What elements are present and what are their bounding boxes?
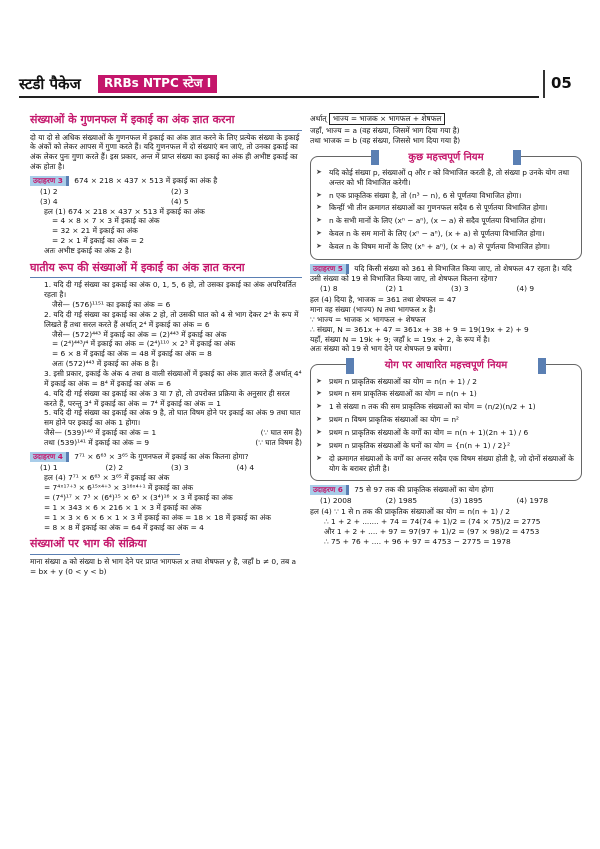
rule-item: 4. यदि दी गई संख्या का इकाई का अंक 3 या 7 हो, तो उपरोक्त प्रक्रिया के अनुसार ही सरल करते हैं, परन्तु 3⁴ में इकाई का अंक = 7⁴ में इकाई का अंक = 1 xyxy=(44,388,290,408)
solution-line: माना वह संख्या (भाज्य) N तथा भागफल x है। xyxy=(310,305,436,315)
section-title-product-units: संख्याओं के गुणनफल में इकाई का अंक ज्ञात करना xyxy=(30,113,302,131)
option: (4) 4 xyxy=(236,462,255,472)
option: (4) 9 xyxy=(516,284,535,294)
rule-example: = 6 × 8 में इकाई का अंक = 48 में इकाई का अंक = 8 xyxy=(52,349,212,359)
formula-where-line: जहाँ, भाज्य = a (वह संख्या, जिसमें भाग दिया गया है) xyxy=(310,125,460,135)
rule-item: 3. इसी प्रकार, इकाई के अंक 4 तथा 8 वाली संख्याओं में इकाई का अंक ज्ञात करते हैं अर्थात् 4⁴ में इकाई का अंक = 8⁴ में इकाई का अंक = 6 xyxy=(44,368,302,388)
page-header xyxy=(0,62,600,104)
rule-example: = (2⁴)⁴⁴³/⁴ में इकाई का अंक = (2⁴)¹¹⁰ × 2³ में इकाई का अंक xyxy=(52,339,236,349)
option: (2) 3 xyxy=(171,186,189,196)
header-rule xyxy=(19,96,539,98)
rule-item: 1. यदि दी गई संख्या का इकाई का अंक 0, 1, 5, 6 हो, तो उसका इकाई का अंक अपरिवर्तित रहता है। xyxy=(44,280,297,300)
example-question: 7⁷¹ × 6⁶³ × 3⁶⁵ के गुणनफल में इकाई का अंक कितना होगा? xyxy=(74,451,249,461)
rule-note: (∵ घात सम है) xyxy=(260,428,302,438)
solution-line: = 1 × 343 × 6 × 216 × 1 × 3 में इकाई का अंक xyxy=(44,502,202,512)
division-formula: भाज्य = भाजक × भागफल + शेषफल xyxy=(329,113,446,125)
option: (1) 1 xyxy=(40,462,58,472)
solution-line: हल (1) 674 × 218 × 437 × 513 में इकाई का अंक xyxy=(44,206,205,216)
rule-example-row xyxy=(30,438,302,448)
example-question: 674 × 218 × 437 × 513 में इकाई का अंक है xyxy=(74,176,218,185)
rule-item: ➤ n के सभी मानों के लिए (xⁿ − aⁿ), (x − a) से सदैव पूर्णतया विभाजित होगा। xyxy=(311,216,581,226)
section-text: माना संख्या a को संख्या b से भाग देने पर प्राप्त भागफल x तथा शेषफल y है, जहाँ b ≠ 0, तब a = bx + y (0 < y < b) xyxy=(30,557,297,576)
solution xyxy=(310,295,582,354)
rule-note: (∵ घात विषम है) xyxy=(255,437,302,447)
example-6 xyxy=(310,485,582,495)
solution xyxy=(30,207,302,256)
rule-item: ➤ केवल n के विषम मानों के लिए (xⁿ + aⁿ), (x + a) से पूर्णतया विभाजित होगा। xyxy=(311,242,581,252)
rule-example: जैसे— (572)⁴⁴³ में इकाई का अंक = (2)⁴⁴³ में इकाई का अंक xyxy=(52,329,227,339)
solution xyxy=(30,473,302,532)
rule-item: ➤ n एक प्राकृतिक संख्या है, तो (n³ − n), 6 से पूर्णतया विभाजित होगा। xyxy=(311,191,581,201)
example-question: 75 से 97 तक की प्राकृतिक संख्याओं का योग होगा xyxy=(354,485,494,495)
example-options xyxy=(310,284,582,294)
solution-line: = 8 × 8 में इकाई का अंक = 64 में इकाई का अंक = 4 xyxy=(44,522,204,532)
rule-item: ➤ किन्हीं भी तीन क्रमागत संख्याओं का गुणनफल सदैव 6 से पूर्णतया विभाजित होगा। xyxy=(311,203,581,213)
section-title-division: संख्याओं पर भाग की संक्रिया xyxy=(30,537,180,555)
solution-line: = 7⁴ˣ¹⁷⁺³ × 6¹⁵ˣ⁴⁺³ × 3¹⁶ˣ⁴⁺¹ में इकाई का अंक xyxy=(44,483,194,493)
option: (1) 2008 xyxy=(320,496,352,506)
solution-line: ∵ भाज्य = भाजक × भागफल + शेषफल xyxy=(310,314,426,324)
rule-item: ➤ प्रथम n प्राकृतिक संख्याओं के वर्गों का योग = n(n + 1)(2n + 1) / 6 xyxy=(311,428,581,438)
left-column xyxy=(30,113,302,578)
exam-tag: RRBs NTPC स्टेज I xyxy=(98,75,217,93)
solution xyxy=(310,507,582,546)
example-options xyxy=(30,463,302,473)
rule-item: 5. यदि दी गई संख्या का इकाई का अंक 9 है, तो घात विषम होने पर इकाई का अंक 9 तथा घात सम होने पर इकाई का अंक 1 होगा। xyxy=(44,408,301,428)
rules-box-title: कुछ महत्त्वपूर्ण नियम xyxy=(371,150,521,165)
solution-line: = 1 × 3 × 6 × 6 × 1 × 3 में इकाई का अंक = 18 × 18 में इकाई का अंक xyxy=(44,512,271,522)
rule-item: ➤ प्रथम n विषम प्राकृतिक संख्याओं का योग = n² xyxy=(311,415,581,425)
rule-item: ➤ 1 से संख्या n तक की सम प्राकृतिक संख्याओं का योग = (n/2)(n/2 + 1) xyxy=(311,402,581,412)
option: (4) 5 xyxy=(171,196,189,206)
solution-line: = 4 × 8 × 7 × 3 में इकाई का अंक xyxy=(52,216,160,226)
rule-item: ➤ दो क्रमागत संख्याओं के वर्गों का अन्तर सदैव एक विषम संख्या होती है, जो दोनों संख्याओं के योग के बराबर होती है। xyxy=(311,454,581,474)
solution-line: हल (4) ∵ 1 से n तक की प्राकृतिक संख्याओं का योग = n(n + 1) / 2 xyxy=(310,507,510,517)
solution-line: = 32 × 21 में इकाई का अंक xyxy=(52,226,138,236)
rule-item: ➤ प्रथम n प्राकृतिक संख्याओं का योग = n(n + 1) / 2 xyxy=(311,377,581,387)
option: (3) 3 xyxy=(171,462,189,472)
example-options xyxy=(310,496,582,506)
example-5 xyxy=(310,264,582,284)
sum-rules-box xyxy=(310,360,582,481)
example-3 xyxy=(30,176,302,186)
option: (3) 4 xyxy=(40,196,58,206)
example-label: उदाहरण 3 xyxy=(30,176,69,186)
package-title: स्टडी पैकेज xyxy=(19,75,81,93)
solution-line: हल (4) दिया है, भाजक = 361 तथा शेषफल = 47 xyxy=(310,295,457,305)
rule-item: ➤ प्रथम n सम प्राकृतिक संख्याओं का योग = n(n + 1) xyxy=(311,389,581,399)
arthat-label: अर्थात् xyxy=(310,114,327,123)
division-formula-row xyxy=(310,113,582,125)
solution-line: = 2 × 1 में इकाई का अंक = 2 xyxy=(52,236,145,246)
section-title-exponent-units: घातीय रूप की संख्याओं में इकाई का अंक ज्ञात करना xyxy=(30,261,302,279)
solution-line: अतः संख्या को 19 से भाग देने पर शेषफल 9 बचेगा। xyxy=(310,344,452,354)
solution-line: ∴ 1 + 2 + ....... + 74 = 74(74 + 1)/2 = (74 × 75)/2 = 2775 xyxy=(324,516,541,526)
formula-where-line: तथा भाजक = b (वह संख्या, जिससे भाग दिया गया है) xyxy=(310,135,461,145)
solution-line: ∴ 75 + 76 + .... + 96 + 97 = 4753 − 2775 = 1978 xyxy=(324,536,511,546)
example-4 xyxy=(30,452,302,462)
rule-example-row xyxy=(30,428,302,438)
example-label: उदाहरण 6 xyxy=(310,485,349,495)
solution-line: और 1 + 2 + .... + 97 = 97(97 + 1)/2 = (97 × 98)/2 = 4753 xyxy=(324,526,540,536)
option: (3) 3 xyxy=(451,284,469,294)
solution-line: = (7⁴)¹⁷ × 7³ × (6⁴)¹⁵ × 6³ × (3⁴)¹⁶ × 3 में इकाई का अंक xyxy=(44,493,233,503)
important-rules-box xyxy=(310,151,582,260)
option: (3) 1895 xyxy=(451,496,483,506)
rules-box-title: योग पर आधारित महत्त्वपूर्ण नियम xyxy=(346,358,546,373)
rule-example: अतः (572)⁴⁴³ में इकाई का अंक 8 है। xyxy=(52,359,159,369)
option: (1) 8 xyxy=(320,284,338,294)
rule-item: ➤ यदि कोई संख्या p, संख्याओं q और r को विभाजित करती है, तो संख्या p उनके योग तथा अन्तर को भी विभाजित करेगी। xyxy=(311,168,581,188)
page-number: 05 xyxy=(543,70,583,98)
rule-example: तथा (539)¹⁴¹ में इकाई का अंक = 9 xyxy=(44,437,150,447)
example-label: उदाहरण 4 xyxy=(30,452,69,462)
example-label: उदाहरण 5 xyxy=(310,264,349,274)
rule-item: ➤ केवल n के सम मानों के लिए (xⁿ − aⁿ), (x + a) से पूर्णतया विभाजित होगा। xyxy=(311,229,581,239)
solution-line: ∴ संख्या, N = 361x + 47 = 361x + 38 + 9 = 19(19x + 2) + 9 xyxy=(310,324,529,334)
rule-example: जैसे— (539)¹⁴⁰ में इकाई का अंक = 1 xyxy=(44,428,157,438)
option: (2) 2 xyxy=(105,462,124,472)
section-text: दो या दो से अधिक संख्याओं के गुणनफल में इकाई का अंक ज्ञात करने के लिए प्रत्येक संख्या के इकाई के अंकों को लेकर आपस में गुणा करते हैं। यदि गुणनफल में दो संख्याएं बन जाएं, तो उनका इकाई का अंक लेकर पुनः गुणा करते हैं। इस प्रकार, अन्त में प्राप्त संख्या का इकाई का अंक ही अभीष्ट इकाई का अंक होता है। xyxy=(30,132,300,172)
example-options xyxy=(30,187,302,207)
option: (2) 1 xyxy=(385,284,404,294)
rule-item: 2. यदि दी गई संख्या का इकाई का अंक 2 हो, तो उसकी घात को 4 से भाग देकर 2⁴ के रूप में लिखते हैं तथा सरल करते हैं अर्थात् 2⁴ में इकाई का अंक = 6 xyxy=(44,309,299,329)
option: (4) 1978 xyxy=(516,496,549,506)
rule-example: जैसे— (576)¹¹⁵¹ का इकाई का अंक = 6 xyxy=(52,300,171,310)
solution-line: अतः अभीष्ट इकाई का अंक 2 है। xyxy=(44,245,132,255)
right-column xyxy=(310,113,582,546)
option: (1) 2 xyxy=(40,186,58,196)
solution-line: हल (4) 7⁷¹ × 6⁶³ × 3⁶⁵ में इकाई का अंक xyxy=(44,473,170,483)
solution-line: यहाँ, संख्या N = 19k + 9; जहाँ k = 19x + 2, के रूप में है। xyxy=(310,334,490,344)
example-question: यदि किसी संख्या को 361 से विभाजित किया जाए, तो शेषफल 47 रहता है। यदि उसी संख्या को 19 से विभाजित किया जाए, तो शेषफल कितना रहेगा? xyxy=(310,263,572,283)
rule-item: ➤ प्रथम n प्राकृतिक संख्याओं के घनों का योग = {n(n + 1) / 2}² xyxy=(311,441,581,451)
option: (2) 1985 xyxy=(385,496,418,506)
